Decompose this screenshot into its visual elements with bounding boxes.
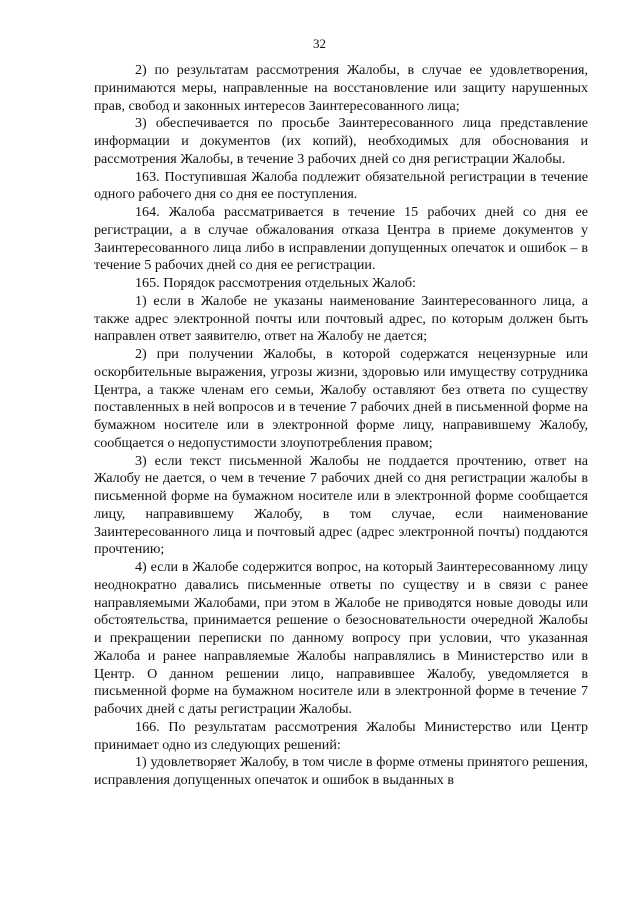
paragraph-165: 165. Порядок рассмотрения отдельных Жалоб: xyxy=(135,275,416,291)
paragraph-165-item-4: 4) если в Жалобе содержится вопрос, на который Заинтересованному лицу неоднократно давались письменные ответы по существу и в связи с ранее направляемыми Жалобами, при этом в Жалобе не приводятся новые доводы или обстоятельства, принимается решение о безосновательности очередной Жалобы и прекращении переписки по данному вопросу при условии, что указанная Жалоба и ранее направляемые Жалобы направлялись в Министерство или в Центр. О данном решении лицо, направившее Жалобу, уведомляется в письменной форме на бумажном носителе или в электронной форме в течение 7 рабочих дней с даты регистрации Жалобы. xyxy=(94,559,588,717)
paragraph-163: 163. Поступившая Жалоба подлежит обязательной регистрации в течение одного рабочего дня со дня ее поступления. xyxy=(94,168,588,203)
paragraph-162-item-2: 2) по результатам рассмотрения Жалобы, в случае ее удовлетворения, принимаются меры, направленные на восстановление или защиту нарушенных прав, свобод и законных интересов Заинтересованного лица; xyxy=(94,62,588,114)
paragraph-166-item-1: 1) удовлетворяет Жалобу, в том числе в форме отмены принятого решения, исправления допущенных опечаток и ошибок в выданных в xyxy=(94,754,588,788)
document-body xyxy=(94,62,588,790)
page-number: 32 xyxy=(313,36,326,51)
paragraph-164: 164. Жалоба рассматривается в течение 15 рабочих дней со дня ее регистрации, а в случае обжалования отказа Центра в приеме документов у Заинтересованного лица либо в исправлении допущенных опечаток и ошибок – в течение 5 рабочих дней со дня ее регистрации. xyxy=(94,204,588,274)
paragraph-165-item-2: 2) при получении Жалобы, в которой содержатся нецензурные или оскорбительные выражения, угрозы жизни, здоровью или имуществу сотрудника Центра, а также членам его семьи, Жалобу оставляют без ответа по существу поставленных в ней вопросов и в течение 7 рабочих дней в письменной форме на бумажном носителе или в электронной форме лицу, направившему Жалобу, сообщается о недопустимости злоупотребления правом; xyxy=(94,346,588,451)
paragraph-165-item-1: 1) если в Жалобе не указаны наименование Заинтересованного лица, а также адрес электронной почты или почтовый адрес, по которым должен быть направлен ответ заявителю, ответ на Жалобу не дается; xyxy=(94,292,588,345)
paragraph-165-item-3: 3) если текст письменной Жалобы не поддается прочтению, ответ на Жалобу не дается, о чем в течение 7 рабочих дней со дня регистрации жалобы в письменной форме на бумажном носителе или в электронной форме сообщается лицу, направившему Жалобу, в том случае, если наименование Заинтересованного лица и почтовый адрес (адрес электронной почты) поддаются прочтению; xyxy=(94,452,588,558)
paragraph-162-item-3: 3) обеспечивается по просьбе Заинтересованного лица представление информации и документов (их копий), необходимых для обоснования и рассмотрения Жалобы, в течение 3 рабочих дней со дня регистрации Жалобы. xyxy=(94,115,588,167)
paragraph-166: 166. По результатам рассмотрения Жалобы Министерство или Центр принимает одно из следующих решений: xyxy=(94,718,588,753)
